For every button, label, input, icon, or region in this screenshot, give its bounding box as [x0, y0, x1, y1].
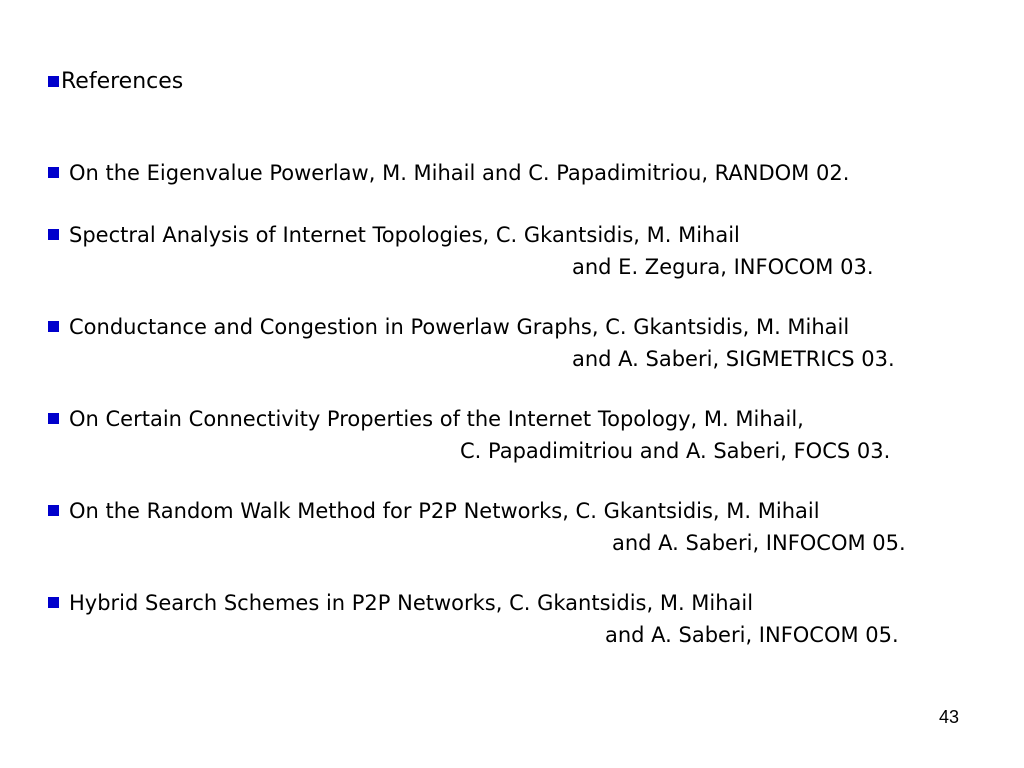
reference-text: On Certain Connectivity Properties of the Internet Topology, M. Mihail, [69, 407, 804, 431]
slide-title: References [61, 69, 184, 94]
square-bullet-icon [48, 76, 59, 87]
reference-continuation: and A. Saberi, INFOCOM 05. [605, 623, 899, 647]
square-bullet-icon [48, 597, 59, 608]
square-bullet-icon [48, 167, 59, 178]
reference-continuation: and A. Saberi, INFOCOM 05. [612, 531, 906, 555]
square-bullet-icon [48, 321, 59, 332]
square-bullet-icon [48, 413, 59, 424]
reference-text: Spectral Analysis of Internet Topologies, C. Gkantsidis, M. Mihail [69, 223, 740, 247]
reference-continuation: and A. Saberi, SIGMETRICS 03. [572, 347, 895, 371]
reference-text: On the Eigenvalue Powerlaw, M. Mihail and C. Papadimitriou, RANDOM 02. [69, 161, 850, 185]
reference-continuation: C. Papadimitriou and A. Saberi, FOCS 03. [460, 439, 891, 463]
reference-continuation: and E. Zegura, INFOCOM 03. [572, 255, 874, 279]
reference-text: Hybrid Search Schemes in P2P Networks, C. Gkantsidis, M. Mihail [69, 591, 754, 615]
square-bullet-icon [48, 505, 59, 516]
slide-heading [48, 68, 183, 96]
square-bullet-icon [48, 229, 59, 240]
reference-text: Conductance and Congestion in Powerlaw Graphs, C. Gkantsidis, M. Mihail [69, 315, 850, 339]
page-number: 43 [939, 707, 960, 727]
reference-text: On the Random Walk Method for P2P Networks, C. Gkantsidis, M. Mihail [69, 499, 820, 523]
